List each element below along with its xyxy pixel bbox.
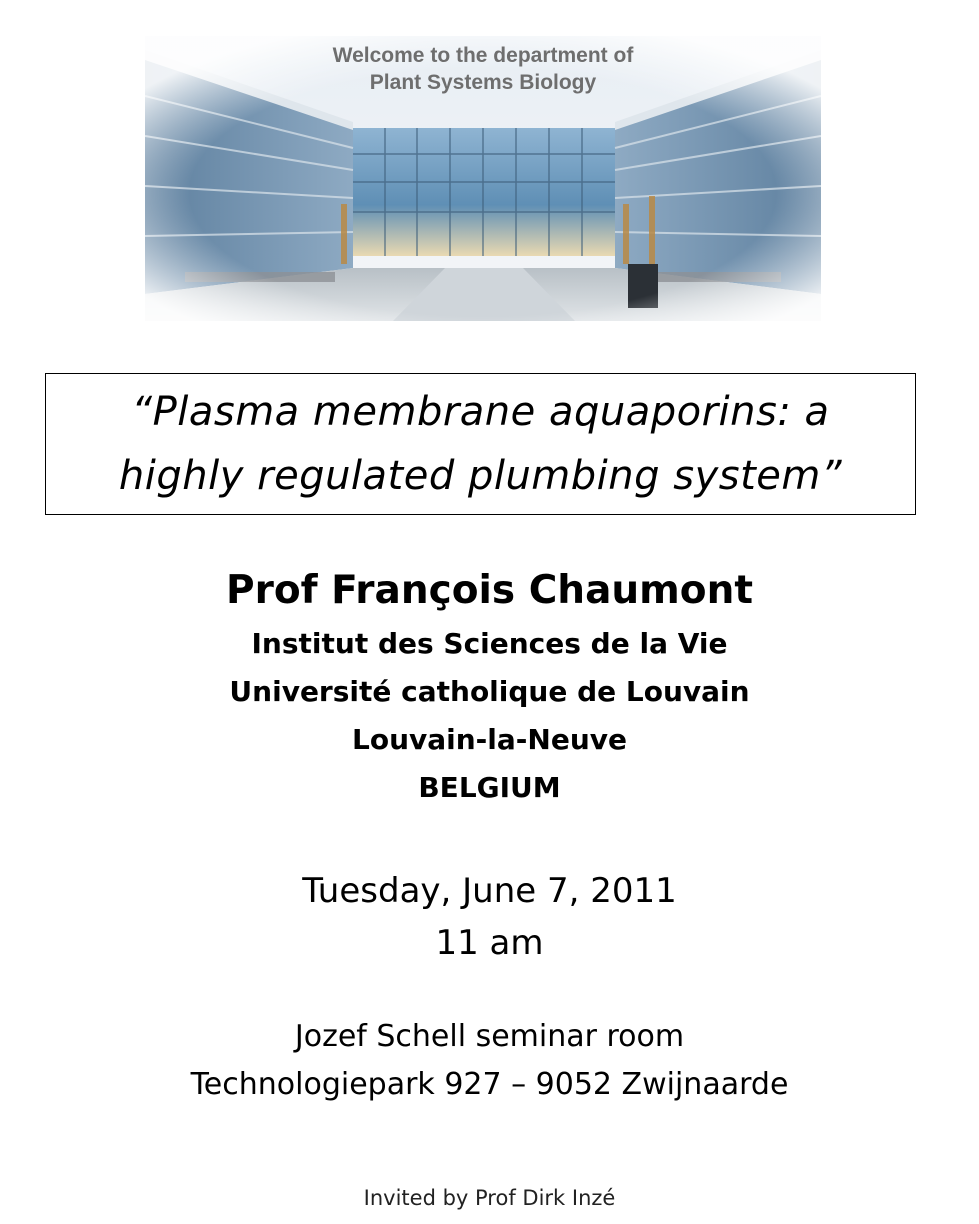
event-date: Tuesday, June 7, 2011: [302, 871, 677, 911]
building-banner-image: [145, 36, 821, 321]
invited-by: Invited by Prof Dirk Inzé: [363, 1186, 616, 1210]
banner-line-1: Welcome to the department of: [332, 44, 634, 67]
speaker-country: BELGIUM: [418, 771, 561, 804]
talk-title-line-2: highly regulated plumbing system”: [118, 453, 843, 499]
speaker-city: Louvain-la-Neuve: [351, 723, 628, 756]
talk-title-box: [45, 373, 916, 515]
speaker-university: Université catholique de Louvain: [229, 675, 750, 708]
talk-title-line-1: “Plasma membrane aquaporins: a: [131, 389, 830, 435]
venue-room: Jozef Schell seminar room: [294, 1019, 685, 1054]
event-time: 11 am: [435, 923, 544, 963]
venue-address: Technologiepark 927 – 9052 Zwijnaarde: [190, 1067, 789, 1102]
speaker-name: Prof François Chaumont: [226, 568, 753, 613]
talk-title: [119, 380, 842, 508]
banner-caption: [145, 42, 821, 96]
speaker-institute: Institut des Sciences de la Vie: [251, 627, 728, 660]
banner-line-2: Plant Systems Biology: [369, 71, 597, 94]
